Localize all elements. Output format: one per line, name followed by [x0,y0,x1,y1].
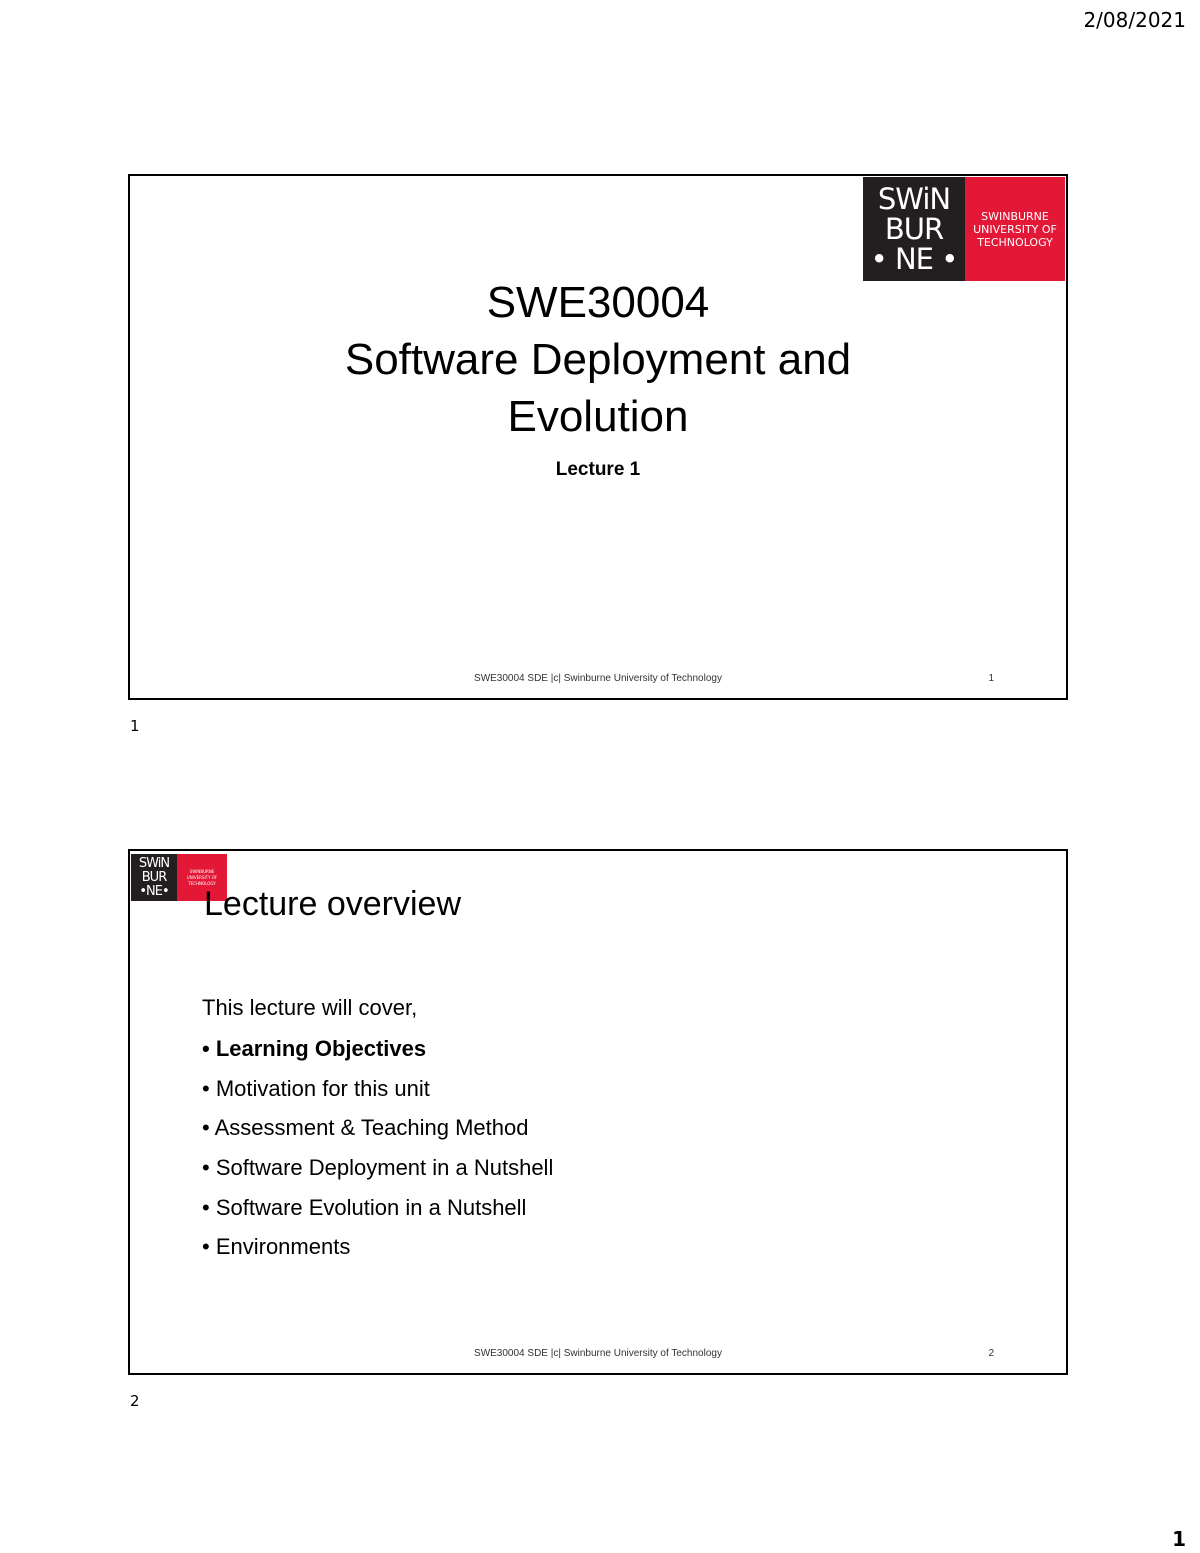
slide-subtitle: Lecture 1 [555,459,641,480]
logo-tag-line: SWINBURNE [189,868,215,874]
logo-line: SWiN [877,182,951,216]
slide-title [128,174,1068,700]
slide-footer: SWE30004 SDE |c| Swinburne University of Technology [474,1348,722,1359]
list-item: • Assessment & Teaching Method [202,1113,553,1153]
overview-list [202,1034,553,1272]
slide-title-text [130,274,1066,445]
list-item: • Environments [202,1232,553,1272]
intro-text: This lecture will cover, [202,995,418,1020]
logo-line: BUR [884,212,944,246]
page-date: 2/08/2021 [1083,8,1186,32]
list-item: • Learning Objectives [202,1034,553,1074]
title-line: Software Deployment and [344,335,852,384]
page-number: 1 [1172,1527,1186,1551]
list-item: • Software Deployment in a Nutshell [202,1153,553,1193]
logo-tag-line: SWINBURNE [981,209,1049,223]
logo-line: SWiN [138,855,170,871]
slide-index: 2 [130,1392,140,1410]
logo-mark [863,177,965,281]
logo-line: •NE• [139,883,169,899]
list-item: • Software Evolution in a Nutshell [202,1193,553,1233]
logo-line: • NE • [870,242,958,276]
slide-overview [128,849,1068,1375]
slide-footer: SWE30004 SDE |c| Swinburne University of Technology [474,673,722,684]
logo-line: BUR [141,869,167,885]
slide-heading: Lecture overview [204,885,462,923]
list-item: • Motivation for this unit [202,1074,553,1114]
title-line: SWE30004 [486,278,710,327]
logo-tag-line: TECHNOLOGY [188,880,216,886]
logo-tag-line: TECHNOLOGY [977,235,1053,249]
title-line: Evolution [507,392,689,441]
slide-index: 1 [130,717,140,735]
logo-tag-line: UNIVERSITY OF [973,222,1057,236]
logo-tagline [965,177,1065,281]
logo-mark [131,854,177,901]
slide-number: 1 [988,673,994,684]
swinburne-logo [863,177,1065,281]
slide-number: 2 [988,1348,994,1359]
logo-tag-line: UNIVERSITY OF [186,874,218,880]
